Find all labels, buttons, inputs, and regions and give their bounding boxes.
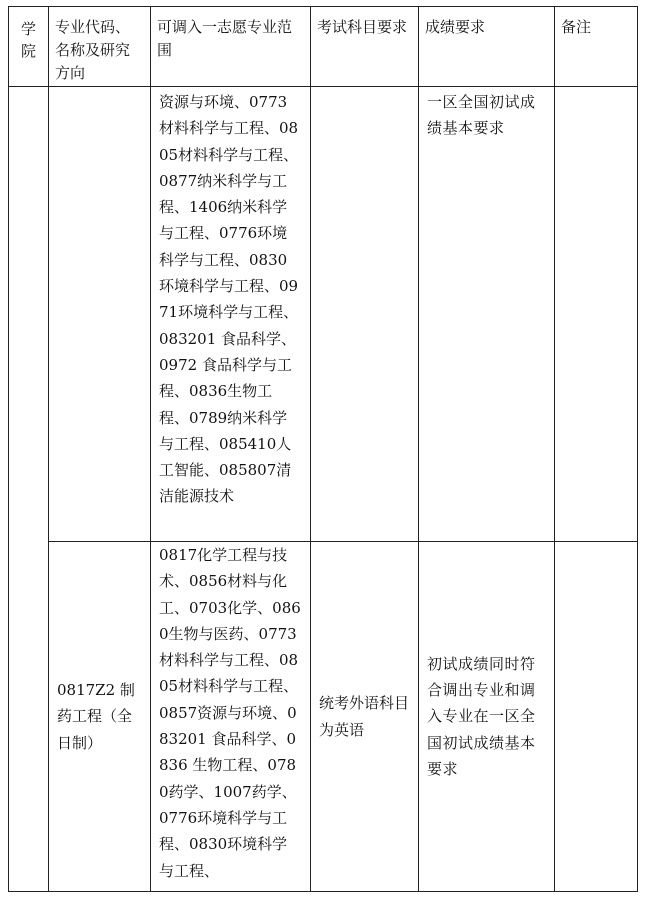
exam-text — [311, 87, 418, 89]
score-cell — [419, 87, 555, 542]
college-cell — [9, 87, 49, 892]
scope-cell — [151, 87, 311, 542]
major-text — [49, 87, 150, 89]
score-text: 初试成绩同时符合调出专业和调入专业在一区全国初试成绩基本要求 — [427, 654, 536, 778]
score-cell — [419, 542, 555, 892]
note-cell — [555, 87, 638, 542]
header-major — [49, 7, 151, 87]
header-major-label: 专业代码、名称及研究方向 — [55, 18, 131, 82]
exam-cell — [311, 542, 419, 892]
header-college — [9, 7, 49, 87]
major-cell — [49, 542, 151, 892]
score-text: 一区全国初试成绩基本要求 — [427, 93, 536, 138]
scope-text: 资源与环境、0773材料科学与工程、0805材料科学与工程、0877纳米科学与工程、1406纳米科学与工程、0776环境科学与工程、0830环境科学与工程、0971环境科学与工程、083201 食品科学、0972 食品科学与工程、0836生物工程、0789纳米科学与工程、085410人工智能、085807清洁能源技术 — [159, 93, 299, 506]
note-cell — [555, 542, 638, 892]
table-row — [9, 87, 638, 542]
header-exam — [311, 7, 419, 87]
header-exam-label: 考试科目要求 — [317, 18, 408, 36]
adjustment-table — [8, 6, 638, 892]
header-score — [419, 7, 555, 87]
header-row — [9, 7, 638, 87]
note-text — [555, 87, 637, 89]
header-scope-label: 可调入一志愿专业范围 — [157, 18, 293, 59]
table-row — [9, 542, 638, 892]
header-score-label: 成绩要求 — [425, 18, 486, 36]
header-note — [555, 7, 638, 87]
header-college-label: 学 院 — [20, 20, 36, 60]
exam-cell — [311, 87, 419, 542]
exam-text: 统考外语科目为英语 — [319, 694, 410, 739]
major-cell — [49, 87, 151, 542]
note-text — [555, 542, 637, 545]
header-scope — [151, 7, 311, 87]
scope-cell — [151, 542, 311, 892]
scope-text: 0817化学工程与技术、0856材料与化工、0703化学、0860生物与医药、0773材料科学与工程、0805材料科学与工程、0857资源与环境、083201 食品科学、0836 生物工程、0780药学、1007药学、0776环境科学与工程、0830环境科学与工程、 — [159, 546, 301, 880]
header-note-label: 备注 — [561, 18, 592, 36]
major-text: 0817Z2 制药工程（全日制） — [57, 681, 135, 752]
